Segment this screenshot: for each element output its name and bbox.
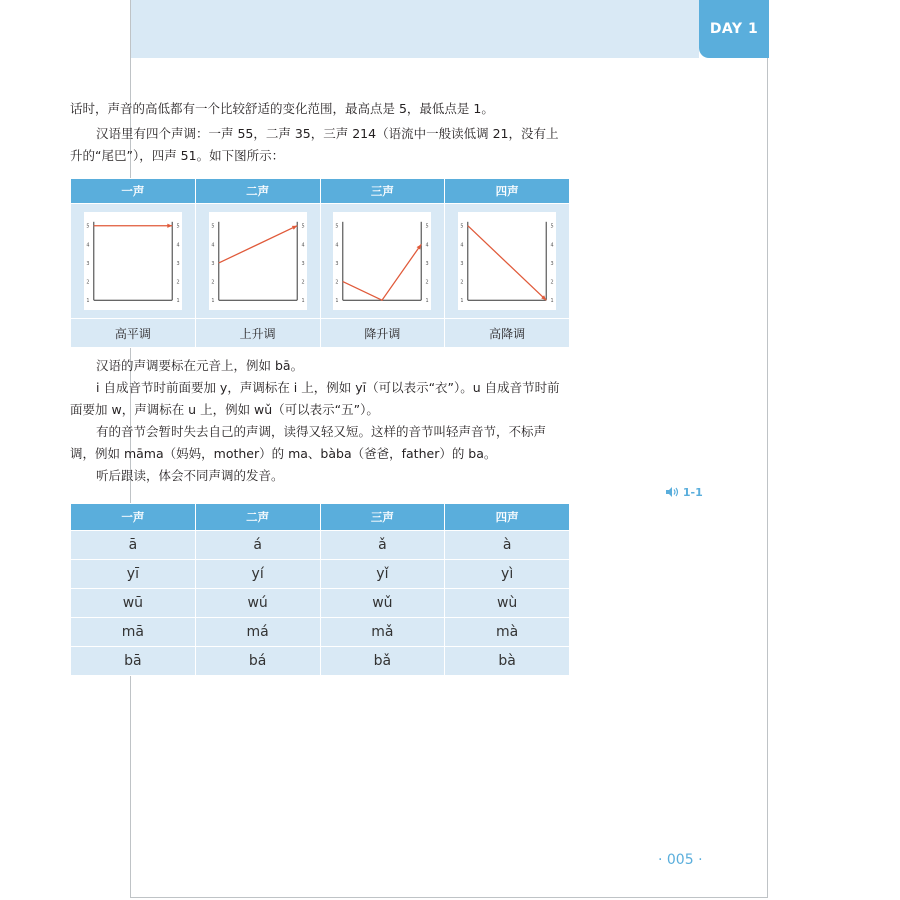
scale-tick-label: 5 [301,223,305,230]
scale-tick-label: 3 [210,260,215,267]
scale-tick-label: 1 [335,298,339,305]
syllable-cell: yī [71,560,196,589]
scale-tick-label: 2 [550,279,554,286]
tone-header: 三声 [320,179,445,204]
table-row [71,647,570,676]
paragraph-5: 有的音节会暂时失去自己的声调，读得又轻又短。这样的音节叫轻声音节，不标声调，例如 māma（妈妈，mother）的 ma、bàba（爸爸，father）的 ba。 [70,424,547,461]
scale-tick-label: 3 [301,260,305,267]
tone-label: 高平调 [71,319,196,348]
tone-label: 上升调 [195,319,320,348]
tone-header: 一声 [71,179,196,204]
scale-tick-label: 4 [176,242,180,249]
paragraph-1: 话时，声音的高低都有一个比较舒适的变化范围，最高点是 5，最低点是 1。 [70,101,494,116]
syllable-cell: wù [445,589,570,618]
syllable-cell: ā [71,531,196,560]
tone-chart-table [70,178,570,348]
scale-tick-label: 5 [176,223,180,230]
tone-graph-second [209,212,307,310]
scale-tick-label: 5 [86,223,90,230]
scale-tick-label: 2 [425,279,430,286]
scale-tick-label: 2 [335,279,339,286]
scale-tick-label: 3 [335,260,339,267]
scale-tick-label: 3 [176,260,180,267]
paragraph-2: 汉语里有四个声调：一声 55，二声 35，三声 214（语流中一般读低调 21，没有上升的“尾巴”），四声 51。如下图所示： [70,126,559,163]
tone-graph-third [333,212,431,310]
scale-tick-label: 4 [550,242,554,249]
scale-tick-label: 5 [425,223,430,230]
syllable-header: 二声 [195,504,320,531]
scale-tick-label: 5 [460,223,464,230]
table-row [71,589,570,618]
tone-label: 降升调 [320,319,445,348]
tone-contour-line [218,226,296,263]
scale-tick-label: 1 [210,298,215,305]
scale-tick-label: 3 [86,260,90,267]
scale-tick-label: 4 [210,242,215,249]
tone-graph-first [84,212,182,310]
audio-track-number: 1-1 [682,486,703,499]
syllable-cell: wū [71,589,196,618]
syllable-cell: yí [195,560,320,589]
syllable-cell: mà [445,618,570,647]
paragraph-6: 听后跟读，体会不同声调的发音。 [96,468,284,483]
scale-tick-label: 2 [176,279,180,286]
syllable-cell: ǎ [320,531,445,560]
scale-tick-label: 4 [301,242,305,249]
tone-graph-cell [445,204,570,319]
scale-tick-label: 3 [460,260,464,267]
scale-tick-label: 4 [86,242,90,249]
syllable-cell: bā [71,647,196,676]
syllable-cell: mǎ [320,618,445,647]
scale-tick-label: 3 [550,260,554,267]
paragraph-3: 汉语的声调要标在元音上，例如 bā。 [96,358,304,373]
syllable-header: 三声 [320,504,445,531]
tone-graph-cell [71,204,196,319]
tone-label: 高降调 [445,319,570,348]
scale-tick-label: 5 [210,223,215,230]
scale-tick-label: 4 [335,242,339,249]
syllable-cell: yì [445,560,570,589]
syllable-header: 四声 [445,504,570,531]
scale-tick-label: 1 [460,298,464,305]
syllable-table [70,503,570,676]
tone-contour-line [468,226,546,300]
syllable-cell: bá [195,647,320,676]
scale-tick-label: 1 [425,298,430,305]
syllable-cell: bǎ [320,647,445,676]
tone-contour-arrowhead [167,224,172,228]
syllable-cell: wú [195,589,320,618]
scale-tick-label: 5 [550,223,554,230]
tone-graph-cell [320,204,445,319]
syllable-cell: mā [71,618,196,647]
scale-tick-label: 3 [425,260,430,267]
syllable-cell: á [195,531,320,560]
syllable-header: 一声 [71,504,196,531]
scale-tick-label: 2 [301,279,305,286]
tone-graph-fourth [458,212,556,310]
table-row [71,560,570,589]
audio-track[interactable] [666,486,703,499]
scale-tick-label: 1 [301,298,305,305]
syllable-cell: bà [445,647,570,676]
table-row [71,531,570,560]
tone-header: 四声 [445,179,570,204]
syllable-cell: wǔ [320,589,445,618]
scale-tick-label: 1 [176,298,180,305]
scale-tick-label: 2 [86,279,90,286]
scale-tick-label: 4 [460,242,464,249]
tone-graph-cell [195,204,320,319]
scale-tick-label: 2 [460,279,464,286]
syllable-cell: à [445,531,570,560]
day-tab: DAY 1 [699,0,769,58]
syllable-cell: má [195,618,320,647]
header-band [131,0,699,58]
paragraph-4: i 自成音节时前面要加 y，声调标在 i 上，例如 yī（可以表示“衣”）。u 自成音节时前面要加 w，声调标在 u 上，例如 wǔ（可以表示“五”）。 [70,380,560,417]
scale-tick-label: 1 [86,298,90,305]
scale-tick-label: 4 [425,242,430,249]
scale-tick-label: 2 [210,279,215,286]
speaker-icon [666,487,679,497]
page-number: · 005 · [658,852,703,868]
syllable-cell: yǐ [320,560,445,589]
tone-contour-line [343,244,421,300]
tone-header: 二声 [195,179,320,204]
scale-tick-label: 1 [550,298,554,305]
table-row [71,618,570,647]
scale-tick-label: 5 [335,223,339,230]
